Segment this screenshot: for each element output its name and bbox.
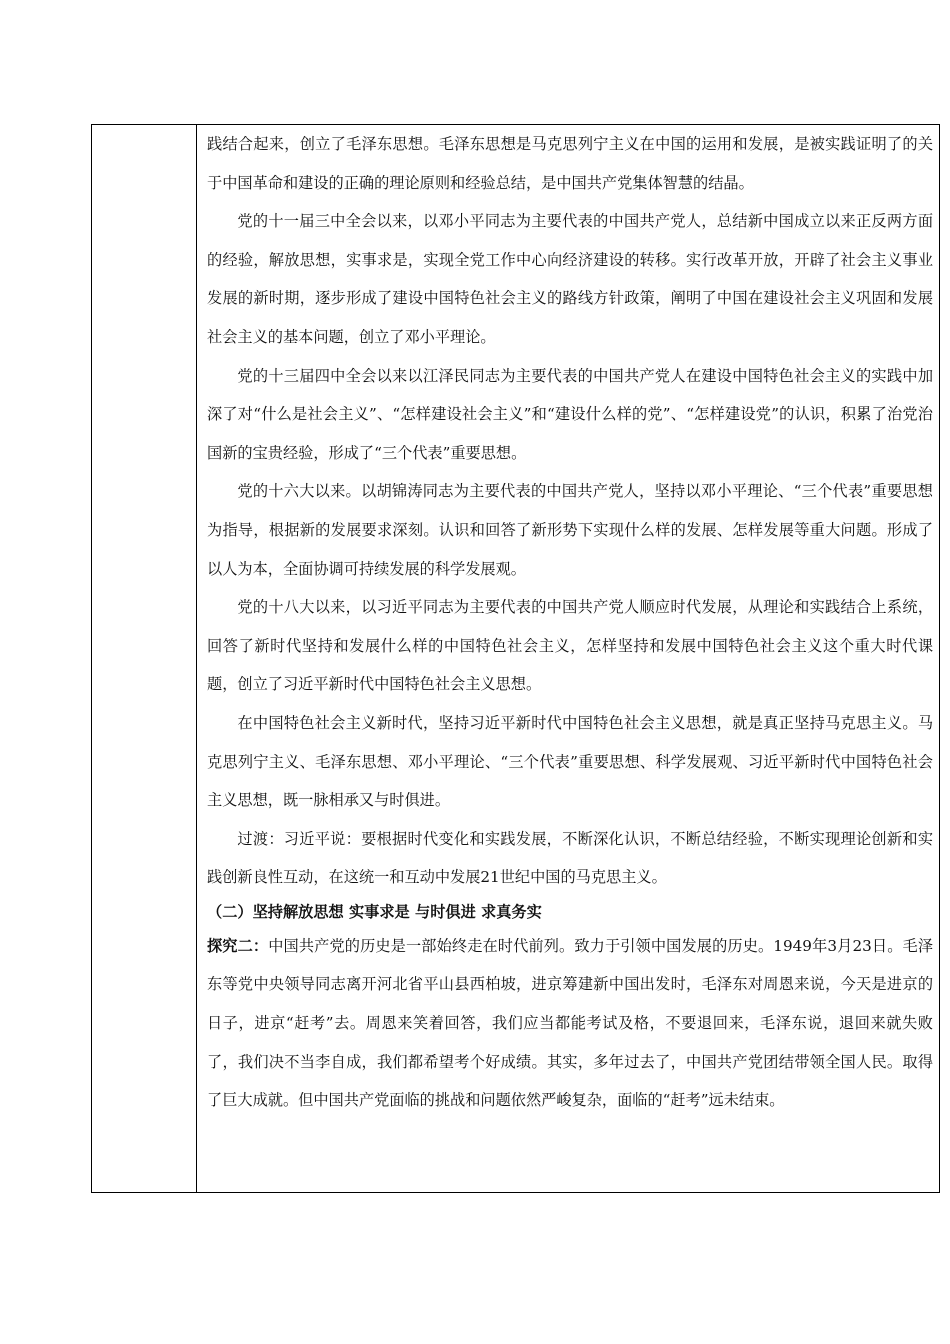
explore-paragraph bbox=[207, 927, 933, 1120]
paragraph-jiang: 党的十三届四中全会以来以江泽民同志为主要代表的中国共产党人在建设中国特色社会主义的实践中加深了对“什么是社会主义”、“怎样建设社会主义”和“建设什么样的党”、“怎样建设党”的认识，积累了治党治国新的宝贵经验，形成了“三个代表”重要思想。 bbox=[207, 366, 933, 462]
explore-text: 中国共产党的历史是一部始终走在时代前列。致力于引领中国发展的历史。1949年3月23日。毛泽东等党中央领导同志离开河北省平山县西柏坡，进京筹建新中国出发时，毛泽东对周恩来说，今天是进京的日子，进京“赶考”去。周恩来笑着回答，我们应当都能考试及格，不要退回来，毛泽东说，退回来就失败了，我们决不当李自成，我们都希望考个好成绩。其实，多年过去了，中国共产党团结带领全国人民。取得了巨大成就。但中国共产党面临的挑战和问题依然严峻复杂，面临的“赶考”远未结束。 bbox=[207, 936, 934, 1110]
paragraph-transition: 过渡：习近平说：要根据时代变化和实践发展，不断深化认识，不断总结经验，不断实现理论创新和实践创新良性互动，在这统一和互动中发展21世纪中国的马克思主义。 bbox=[207, 829, 933, 887]
lesson-table bbox=[91, 124, 940, 1193]
left-column-cell bbox=[92, 125, 197, 1192]
content-cell bbox=[207, 125, 933, 1120]
explore-label: 探究二： bbox=[207, 936, 269, 955]
section-heading: （二）坚持解放思想 实事求是 与时俱进 求真务实 bbox=[207, 902, 542, 921]
paragraph-xi: 党的十八大以来，以习近平同志为主要代表的中国共产党人顺应时代发展，从理论和实践结合上系统，回答了新时代坚持和发展什么样的中国特色社会主义，怎样坚持和发展中国特色社会主义这个重大时代课题，创立了习近平新时代中国特色社会主义思想。 bbox=[207, 598, 933, 694]
paragraph-deng: 党的十一届三中全会以来，以邓小平同志为主要代表的中国共产党人，总结新中国成立以来正反两方面的经验，解放思想，实事求是，实现全党工作中心向经济建设的转移。实行改革开放，开辟了社会主义事业发展的新时期，逐步形成了建设中国特色社会主义的路线方针政策，阐明了中国在建设社会主义巩固和发展社会主义的基本问题，创立了邓小平理论。 bbox=[207, 212, 933, 346]
paragraph-continued: 践结合起来，创立了毛泽东思想。毛泽东思想是马克思列宁主义在中国的运用和发展，是被实践证明了的关于中国革命和建设的正确的理论原则和经验总结，是中国共产党集体智慧的结晶。 bbox=[207, 135, 933, 192]
paragraph-hu: 党的十六大以来。以胡锦涛同志为主要代表的中国共产党人，坚持以邓小平理论、“三个代表”重要思想为指导，根据新的发展要求深刻。认识和回答了新形势下实现什么样的发展、怎样发展等重大问题。形成了以人为本，全面协调可持续发展的科学发展观。 bbox=[207, 482, 933, 578]
paragraph-new-era: 在中国特色社会主义新时代，坚持习近平新时代中国特色社会主义思想，就是真正坚持马克思主义。马克思列宁主义、毛泽东思想、邓小平理论、“三个代表”重要思想、科学发展观、习近平新时代中国特色社会主义思想，既一脉相承又与时俱进。 bbox=[207, 713, 933, 810]
